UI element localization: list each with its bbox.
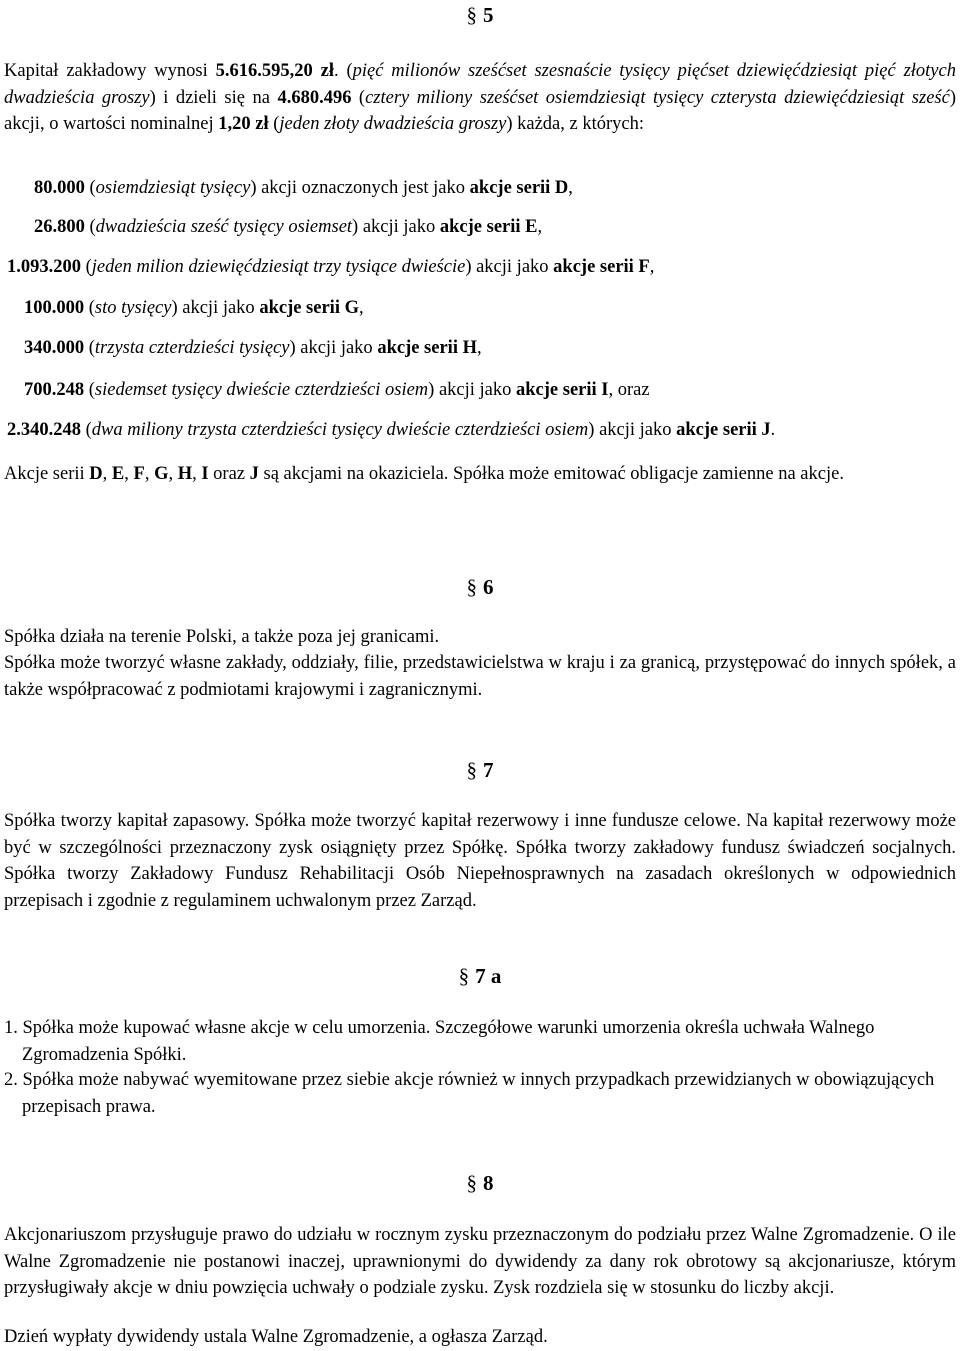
text: są akcjami na okaziciela. Spółka może emitować obligacje zamienne na akcje. [258,464,844,484]
text: , [568,178,573,198]
section-number: 6 [483,575,494,599]
series-name: akcje serii I [516,380,609,400]
section-5-heading [0,3,960,27]
quantity-in-words: sto tysięcy [94,298,172,318]
section-number: 7 [483,758,494,782]
quantity-in-words: osiemdziesiąt tysięcy [95,178,251,198]
text: , [102,464,112,484]
text: ) akcji jako [352,217,440,237]
text: ( [84,298,95,318]
section-symbol: § [466,1171,477,1195]
quantity-in-words: dwa miliony trzysta czterdzieści tysięcy dwieście czterdzieści osiem [91,420,589,440]
section-symbol: § [466,575,477,599]
text: ( [84,338,95,358]
series-letter: E [111,464,125,484]
text: , [124,464,134,484]
section-7-paragraph: Spółka tworzy kapitał zapasowy. Spółka może tworzyć kapitał rezerwowy i inne fundusze celowe. Na kapitał rezerwowy może być w szczególności przeznaczony zysk osiągnięty przez Spółkę. Spółka tworzy zakładowy fundusz świadczeń socjalnych. Spółka tworzy Zakładowy Fundusz Rehabilitacji Osób Niepełnosprawnych na zasadach określonych w odpowiednich przepisach i zgodnie z regulaminem uchwalonym przez Zarząd. [4,811,956,911]
text: ( [81,420,92,440]
series-letter: I [201,464,209,484]
text: , [144,464,155,484]
text: , [476,338,482,358]
text: ) akcji jako [588,420,677,440]
series-name: akcje serii G [259,298,359,318]
text: , [358,298,364,318]
numbered-item-1: 1. Spółka może kupować własne akcje w celu umorzenia. Szczegółowe warunki umorzenia określa uchwała Walnego Zgromadzenia Spółki. [4,1018,875,1065]
section-number: 7 a [475,964,502,988]
text: , [649,257,655,277]
share-quantity: 100.000 [24,298,85,318]
text: , [192,464,202,484]
share-series-item [34,214,542,240]
text: ) akcji jako [465,257,554,277]
series-name: akcje serii E [439,217,538,237]
text: ( [84,380,95,400]
section-number: 5 [483,3,494,27]
text: ) akcji jako [171,298,260,318]
series-name: akcje serii F [553,257,650,277]
share-series-item [7,254,654,280]
share-quantity: 26.800 [34,217,85,237]
series-name: akcje serii J [676,420,771,440]
section-7a-heading [0,964,960,988]
quantity-in-words: dwadzieścia sześć tysięcy osiemset [95,217,353,237]
share-quantity: 80.000 [34,178,85,198]
text: Akcje serii [4,464,90,484]
text: ) akcji jako [289,338,378,358]
share-series-item [34,175,573,201]
series-name: akcje serii D [469,178,569,198]
section-8-paragraph-2: Dzień wypłaty dywidendy ustala Walne Zgromadzenie, a ogłasza Zarząd. [4,1327,548,1347]
capital-amount: 5.616.595,20 zł [215,61,334,81]
text: . [770,420,776,440]
text: ) akcji oznaczonych jest jako [250,178,470,198]
series-name: akcje serii H [377,338,477,358]
share-series-item [24,295,364,321]
section-5-paragraph-2 [4,461,956,488]
section-symbol: § [466,3,477,27]
nominal-value: 1,20 zł [218,114,269,134]
text: ( [84,178,96,198]
share-quantity: 1.093.200 [7,257,81,277]
series-letter: G [154,464,169,484]
section-number: 8 [483,1171,494,1195]
quantity-in-words: jeden milion dziewięćdziesiąt trzy tysiące dwieście [91,257,466,277]
section-5-paragraph-1 [4,58,956,138]
numbered-item-2: 2. Spółka może nabywać wyemitowane przez siebie akcje również w innych przypadkach przewidzianych w obowiązujących przepisach prawa. [4,1070,935,1117]
text: ( [351,87,366,108]
share-count-in-words: cztery miliony sześćset osiemdziesiąt tysięcy czterysta dziewięćdziesiąt sześć [365,87,950,108]
text: ( [81,257,92,277]
section-6-heading [0,575,960,599]
section-7-heading [0,758,960,782]
share-series-item [24,335,482,361]
text: , oraz [608,380,650,400]
series-letter: H [177,464,193,484]
series-letter: F [133,464,145,484]
text: ) akcji jako [428,380,517,400]
section-symbol: § [458,964,470,988]
section-6-paragraph-2: Spółka może tworzyć własne zakłady, oddziały, filie, przedstawicielstwa w kraju i za granicą, przystępować do innych spółek, a także współpracować z podmiotami krajowymi i zagranicznymi. [4,653,956,700]
amount-in-words: pięć milionów sześćset szesnaście tysięcy pięćset dziewięćdziesiąt pięć złotych dwadzieścia groszy [4,61,956,108]
share-series-item [7,417,775,443]
text: . ( [333,61,353,81]
text: ) każda, z których: [506,114,645,134]
text: ) i dzieli się na [149,87,278,108]
series-letter: D [89,464,103,484]
section-6-paragraph-1: Spółka działa na terenie Polski, a także poza jej granicami. [4,627,440,647]
share-quantity: 340.000 [24,338,85,358]
text: , [168,464,178,484]
share-count: 4.680.496 [277,87,352,108]
quantity-in-words: trzysta czterdzieści tysięcy [94,338,290,358]
section-symbol: § [466,758,477,782]
nominal-value-in-words: jeden złoty dwadzieścia groszy [279,114,507,134]
text: ) akcji, o wartości nominalnej [4,87,956,134]
share-quantity: 2.340.248 [7,420,81,440]
quantity-in-words: siedemset tysięcy dwieście czterdzieści osiem [94,380,429,400]
series-letter: J [249,464,259,484]
section-8-paragraph-1: Akcjonariuszom przysługuje prawo do udziału w rocznym zysku przeznaczonym do podziału przez Walne Zgromadzenie. O ile Walne Zgromadzenie nie postanowi inaczej, uprawnionymi do dywidendy za dany rok obrotowy są akcjonariusze, którym przysługiwały akcje w dniu powzięcia uchwały o podziale zysku. Zysk rozdziela się w stosunku do liczby akcji. [4,1225,956,1298]
text: oraz [208,464,250,484]
text: ( [268,114,280,134]
text: Kapitał zakładowy wynosi [4,61,216,81]
text: , [537,217,543,237]
text: ( [84,217,96,237]
share-series-item [24,377,650,403]
share-quantity: 700.248 [24,380,85,400]
section-8-heading [0,1171,960,1195]
